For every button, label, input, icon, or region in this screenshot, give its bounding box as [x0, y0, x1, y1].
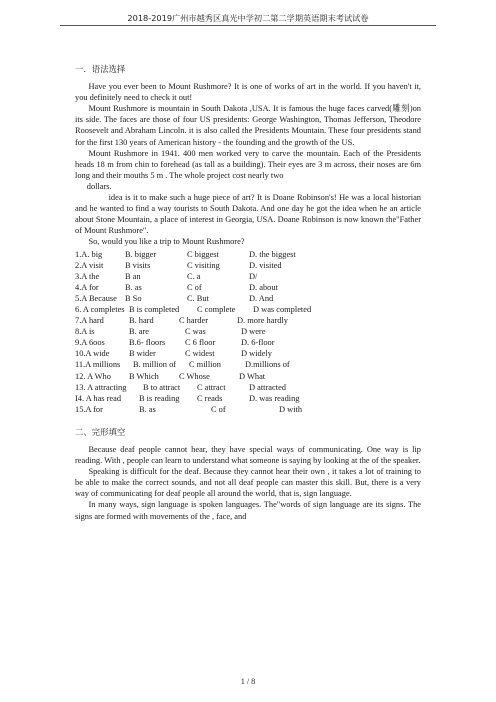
option-d: D. the biggest	[249, 249, 296, 259]
option-b: B. as	[125, 282, 142, 292]
option-d: D What	[239, 371, 266, 381]
paragraph: So, would you like a trip to Mount Rushmore?	[88, 237, 245, 247]
option-d: D widely	[241, 349, 272, 359]
option-row	[75, 315, 421, 326]
option-b: B an	[125, 271, 141, 281]
option-a: 13. A attracting	[75, 382, 127, 392]
paragraph: In many ways, sign language is spoken languages. The"words of sign language are its signs. The signs are formed with movements of the , face, and	[75, 500, 421, 521]
option-b: B. bigger	[125, 249, 157, 259]
paragraph: idea is it to make such a huge piece of art? It is Doane Robinson's! He was a local historian and he wanted to find a way tourists to South Dakota. And one day he got the idea when he an article about Stone Mountain, a place of interest in Georgia, USA. Doane Robinson is now known the"Father of Mount Rushmore".	[75, 193, 421, 236]
option-d: D. And	[249, 293, 274, 303]
paragraph: Mount Rushmore is mountain in South Dakota ,USA. It is famous the huge faces carved(雕刻)on its side. The faces are those of four US presidents: George Washington, Thomas Jefferson, Theodore Roosevelt and Abraham Lincoln. it is also called the Presidents Mountain. These four presidents stand for the first 130 years of American history - the founding and the growth of the US.	[75, 104, 421, 147]
option-b: B So	[125, 293, 142, 303]
page-number: 1 / 8	[240, 677, 256, 686]
option-d: D. more hardly	[237, 316, 288, 326]
document-body	[75, 64, 421, 522]
section-title-grammar: 一．语法选择	[75, 65, 126, 74]
option-b: B visits	[125, 260, 151, 270]
option-d: D. visited	[249, 260, 282, 270]
option-a: 1.A. big	[75, 249, 103, 259]
option-row	[75, 382, 421, 393]
option-d: D with	[279, 404, 303, 414]
option-a: 7.A hard	[75, 316, 104, 326]
option-row	[75, 293, 421, 304]
option-d: D attracted	[249, 382, 286, 392]
option-b: B.6- floors	[129, 338, 166, 348]
option-a: 4.A for	[75, 282, 99, 292]
paragraph: Because deaf people cannot hear, they have special ways of communicating. One way is lip reading. With , people can learn to understand what someone is saying by looking at the of the speaker.	[75, 445, 421, 466]
option-row	[75, 337, 421, 348]
option-b: B. as	[139, 404, 156, 414]
paragraph: Have you ever been to Mount Rushmore? It is one of works of art in the world. If you haven't it, you definitely need to check it out!	[75, 82, 421, 103]
option-c: C of	[211, 404, 226, 414]
option-c: C attract	[197, 382, 226, 392]
option-c: C Whose	[179, 371, 210, 381]
option-a: 8.A is	[75, 327, 95, 337]
paragraph: Speaking is difficult for the deaf. Because they cannot hear their own , it takes a lot of training to be able to make the correct sounds, and not all deaf people can master this skill. But, there is a very way of communicating for deaf people all around the world, that is, sign language.	[75, 467, 421, 499]
option-a: I4. A has read	[75, 393, 122, 403]
option-c: C harder	[179, 316, 209, 326]
option-row	[75, 271, 421, 282]
option-row	[75, 326, 421, 337]
option-b: B to attract	[143, 382, 181, 392]
option-row	[75, 304, 421, 315]
option-c: C visiting	[187, 260, 220, 270]
option-c: C 6 floor	[185, 338, 216, 348]
option-b: B is completed	[129, 304, 180, 314]
option-row	[75, 359, 421, 370]
option-a: 5.A Because	[75, 293, 117, 303]
option-c: C. a	[187, 271, 201, 281]
option-row	[75, 348, 421, 359]
option-a: 2.A visit	[75, 260, 104, 270]
paragraph: Mount Rushmore in 1941. 400 men worked very to carve the mountain. Each of the Presidents heads 18 m from chin to forehead (as tall as a building). Their eyes are 3 m across, their noses are 6m long and their mouths 5 m . The whole project cost nearly two	[75, 148, 421, 180]
option-d: D.millions of	[245, 360, 290, 370]
option-d: D/	[249, 271, 258, 281]
option-b: B. hard	[129, 316, 154, 326]
option-b: B. million of	[133, 360, 177, 370]
option-a: 3.A the	[75, 271, 100, 281]
option-a: 6. A completes	[75, 304, 125, 314]
option-b: B is reading	[139, 393, 180, 403]
option-d: D. about	[249, 282, 278, 292]
option-a: 15.A for	[75, 404, 103, 414]
option-b: B wider	[129, 349, 156, 359]
option-b: B. are	[129, 327, 149, 337]
header-divider	[60, 25, 436, 26]
option-d: D. 6-floor	[241, 338, 275, 348]
option-a: 10.A wide	[75, 349, 110, 359]
option-c: C was	[185, 327, 206, 337]
option-row	[75, 371, 421, 382]
document-header: 2018-2019广州市越秀区真光中学初二第二学期英语期末考试试卷	[127, 13, 369, 23]
option-b: B Which	[129, 371, 159, 381]
section-title-cloze: 二、完形填空	[75, 427, 126, 437]
option-d: D. was reading	[249, 393, 300, 403]
paragraph: dollars.	[86, 181, 112, 191]
option-a: 12. A Who	[75, 371, 111, 381]
option-d: D was completed	[253, 304, 312, 314]
option-c: C widest	[185, 349, 215, 359]
option-c: C biggest	[187, 249, 219, 259]
option-c: C reads	[197, 393, 223, 403]
options-list	[75, 249, 421, 415]
option-row	[75, 282, 421, 293]
option-c: C million	[189, 360, 221, 370]
option-row	[75, 260, 421, 271]
option-row	[75, 404, 421, 415]
option-a: 9.A 6oos	[75, 338, 105, 348]
option-c: C complete	[197, 304, 236, 314]
option-row	[75, 393, 421, 404]
option-d: D were	[241, 327, 266, 337]
option-a: 11.A millions	[75, 360, 121, 370]
option-c: C of	[187, 282, 202, 292]
option-c: C. But	[187, 293, 209, 303]
option-row	[75, 249, 421, 260]
